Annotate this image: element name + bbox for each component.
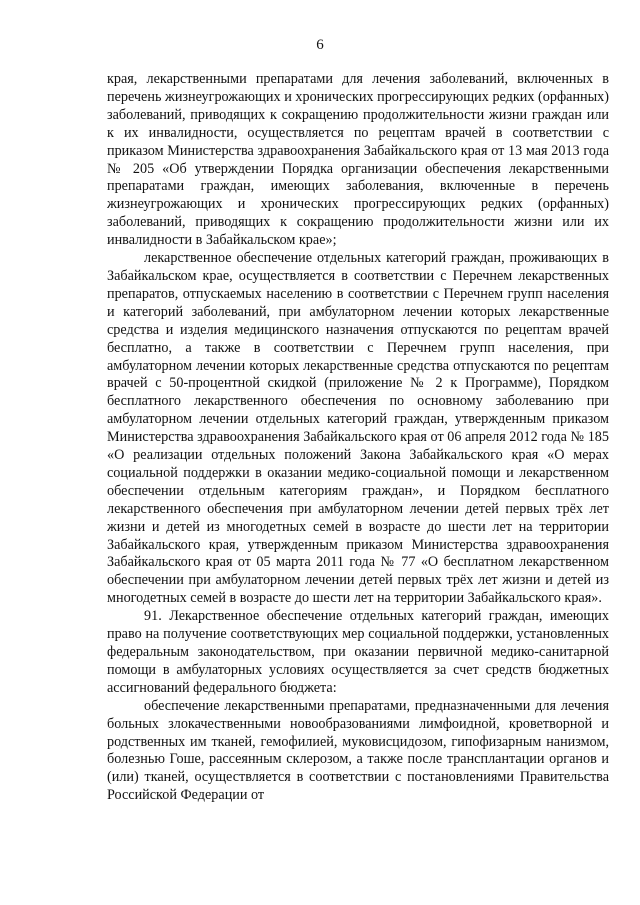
- page-number: 6: [316, 37, 324, 53]
- body-text: [107, 71, 609, 805]
- paragraph-3: 91. Лекарственное обеспечение отдельных категорий граждан, имеющих право на получение соответствующих мер социальной поддержки, установленных федеральным законодательством, при оказании первичной медико-санитарной помощи в амбулаторных условиях осуществляется за счет средств бюджетных ассигнований федерального бюджета:: [107, 608, 609, 696]
- paragraph-4: обеспечение лекарственными препаратами, предназначенными для лечения больных злокачественными новообразованиями лимфоидной, кроветворной и родственных им тканей, гемофилией, муковисцидозом, гипофизарным нанизмом, болезнью Гоше, рассеянным склерозом, а также после трансплантации органов и (или) тканей, осуществляется в соответствии с постановлениями Правительства Российской Федерации от: [107, 697, 609, 804]
- paragraph-1: края, лекарственными препаратами для лечения заболеваний, включенных в перечень жизнеугрожающих и хронических прогрессирующих редких (орфанных) заболеваний, приводящих к сокращению продолжительности жизни граждан или к их инвалидности, осуществляется по рецептам врачей в соответствии с приказом Министерства здравоохранения Забайкальского края от 13 мая 2013 года № 205 «Об утверждении Порядка организации обеспечения лекарственными препаратами граждан, имеющих заболевания, включенные в перечень жизнеугрожающих и хронических прогрессирующих редких (орфанных) заболеваний, приводящих к сокращению продолжительности жизни или их инвалидности в Забайкальском крае»;: [107, 71, 609, 249]
- paragraph-2: лекарственное обеспечение отдельных категорий граждан, проживающих в Забайкальском крае, осуществляется в соответствии с Перечнем лекарственных препаратов, отпускаемых населению в соответствии с Перечнем групп населения и категорий заболеваний, при амбулаторном лечении которых лекарственные средства и изделия медицинского назначения отпускаются по рецептам врачей бесплатно, а также в соответствии с Перечнем групп населения, при амбулаторном лечении которых лекарственные средства отпускаются по рецептам врачей с 50-процентной скидкой (приложение № 2 к Программе), Порядком бесплатного лекарственного обеспечения по основному заболеванию при амбулаторном лечении отдельных категорий граждан, утвержденным приказом Министерства здравоохранения Забайкальского края от 06 апреля 2012 года № 185 «О реализации отдельных положений Закона Забайкальского края «О мерах социальной поддержки в оказании медико-социальной помощи и лекарственном обеспечении отдельным категориям граждан», и Порядком бесплатного лекарственного обеспечения при амбулаторном лечении детей первых трёх лет жизни и детей из многодетных семей в возрасте до шести лет на территории Забайкальского края, утвержденным приказом Министерства здравоохранения Забайкальского края от 05 марта 2011 года № 77 «О бесплатном лекарственном обеспечении при амбулаторном лечении детей первых трёх лет жизни и детей из многодетных семей в возрасте до шести лет на территории Забайкальского края».: [107, 250, 609, 607]
